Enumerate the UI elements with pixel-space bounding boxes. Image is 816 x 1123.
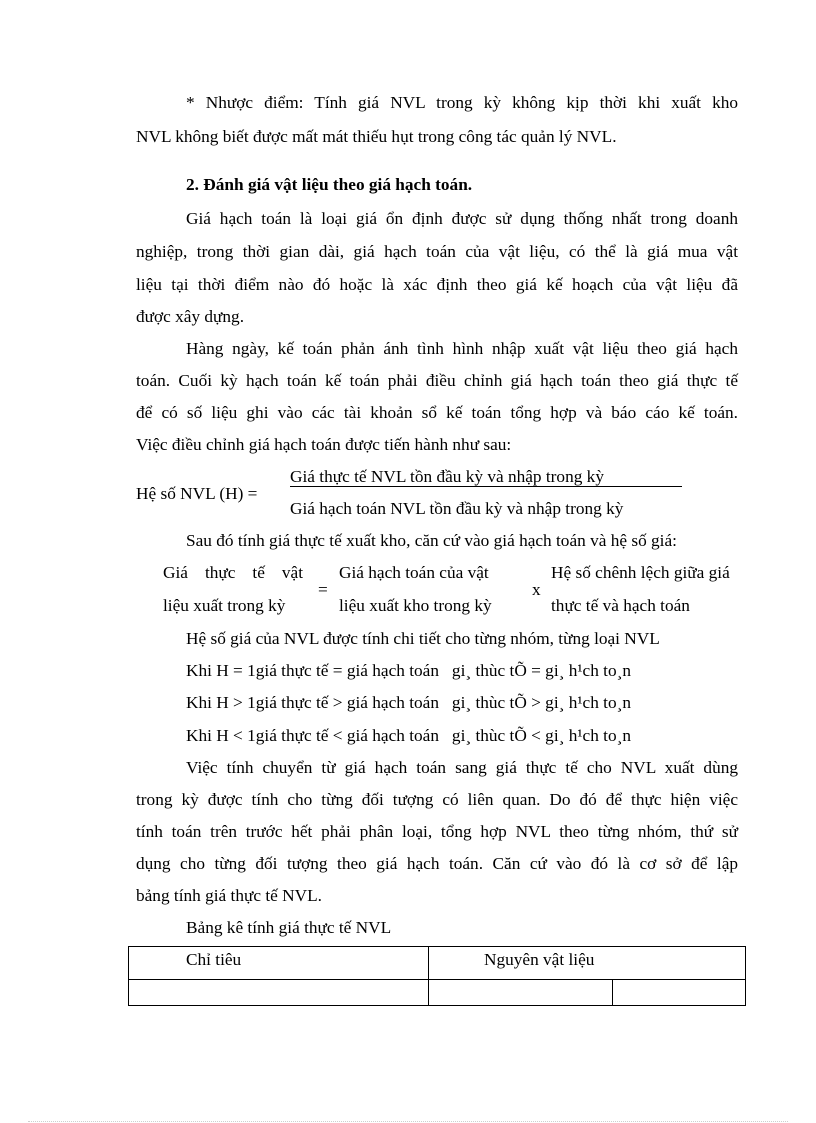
paragraph-line: tính toán trên trước hết phải phân loại, tổng hợp NVL theo từng nhóm, thứ sử bbox=[136, 822, 738, 841]
table-caption: Bảng kê tính giá thực tế NVL bbox=[186, 918, 392, 937]
paragraph-line: toán. Cuối kỳ hạch toán kế toán phải điều chỉnh giá hạch toán theo giá thực tế bbox=[136, 371, 738, 390]
table-header-cell bbox=[429, 947, 746, 980]
paragraph-line: Hàng ngày, kế toán phản ánh tình hình nhập xuất vật liệu theo giá hạch bbox=[186, 339, 738, 358]
paragraph-line: Sau đó tính giá thực tế xuất kho, căn cứ vào giá hạch toán và hệ số giá: bbox=[186, 531, 677, 550]
table-header-row bbox=[129, 947, 746, 980]
price-table bbox=[128, 946, 746, 1006]
page-edge-divider bbox=[28, 1121, 788, 1122]
formula2-right-line2: thực tế và hạch toán bbox=[551, 596, 690, 615]
paragraph-line: bảng tính giá thực tế NVL. bbox=[136, 886, 322, 905]
formula2-mid-line1: Giá hạch toán của vật bbox=[339, 563, 489, 582]
paragraph-line: Việc tính chuyển từ giá hạch toán sang giá thực tế cho NVL xuất dùng bbox=[186, 758, 738, 777]
fraction-bar bbox=[290, 486, 682, 487]
paragraph-line: liệu tại thời điểm nào đó hoặc là xác định theo giá kế hoạch của vật liệu đã bbox=[136, 275, 738, 294]
paragraph-line: dụng cho từng đối tượng theo giá hạch toán. Căn cứ vào đó là cơ sở để lập bbox=[136, 854, 738, 873]
formula2-left-line1: Giá thực tế vật bbox=[163, 563, 303, 582]
formula2-right-line1: Hệ số chênh lệch giữa giá bbox=[551, 563, 730, 582]
paragraph-line: Hệ số giá của NVL được tính chi tiết cho từng nhóm, từng loại NVL bbox=[186, 629, 660, 648]
table-cell bbox=[613, 980, 746, 1006]
header-nguyen-vat-lieu: Nguyên vật liệu bbox=[484, 950, 595, 969]
formula2-left-line2: liệu xuất trong kỳ bbox=[163, 596, 286, 615]
paragraph-line: nghiệp, trong thời gian dài, giá hạch toán của vật liệu, có thể là giá mua vật bbox=[136, 242, 738, 261]
paragraph-line: được xây dựng. bbox=[136, 307, 245, 326]
paragraph-line: để có số liệu ghi vào các tài khoản sổ kế toán tổng hợp và báo cáo kế toán. bbox=[136, 403, 738, 422]
table-cell bbox=[129, 980, 429, 1006]
equals-sign: = bbox=[318, 580, 328, 599]
paragraph-line: Việc điều chỉnh giá hạch toán được tiến hành như sau: bbox=[136, 435, 512, 454]
paragraph-line: NVL không biết được mất mát thiếu hụt trong công tác quản lý NVL. bbox=[136, 127, 617, 146]
header-chi-tieu: Chỉ tiêu bbox=[186, 950, 242, 969]
paragraph-line: trong kỳ được tính cho từng đối tượng có liên quan. Do đó để thực hiện việc bbox=[136, 790, 738, 809]
formula-numerator: Giá thực tế NVL tồn đầu kỳ và nhập trong kỳ bbox=[290, 467, 604, 486]
formula2-mid-line2: liệu xuất kho trong kỳ bbox=[339, 596, 492, 615]
section-heading: 2. Đánh giá vật liệu theo giá hạch toán. bbox=[186, 175, 473, 194]
case-line: Khi H = 1giá thực tế = giá hạch toán gi¸ thùc tÕ = gi¸ h¹ch to¸n bbox=[186, 661, 631, 680]
times-sign: x bbox=[532, 580, 541, 599]
case-line: Khi H < 1giá thực tế < giá hạch toán gi¸ thùc tÕ < gi¸ h¹ch to¸n bbox=[186, 726, 631, 745]
table-row bbox=[129, 980, 746, 1006]
table-header-cell bbox=[129, 947, 429, 980]
case-line: Khi H > 1giá thực tế > giá hạch toán gi¸ thùc tÕ > gi¸ h¹ch to¸n bbox=[186, 693, 631, 712]
paragraph-line: Giá hạch toán là loại giá ổn định được sử dụng thống nhất trong doanh bbox=[186, 209, 738, 228]
formula-label: Hệ số NVL (H) = bbox=[136, 484, 258, 503]
paragraph-line: * Nhược điểm: Tính giá NVL trong kỳ không kịp thời khi xuất kho bbox=[186, 93, 738, 112]
table-cell bbox=[429, 980, 613, 1006]
formula-denominator: Giá hạch toán NVL tồn đầu kỳ và nhập trong kỳ bbox=[290, 499, 624, 518]
